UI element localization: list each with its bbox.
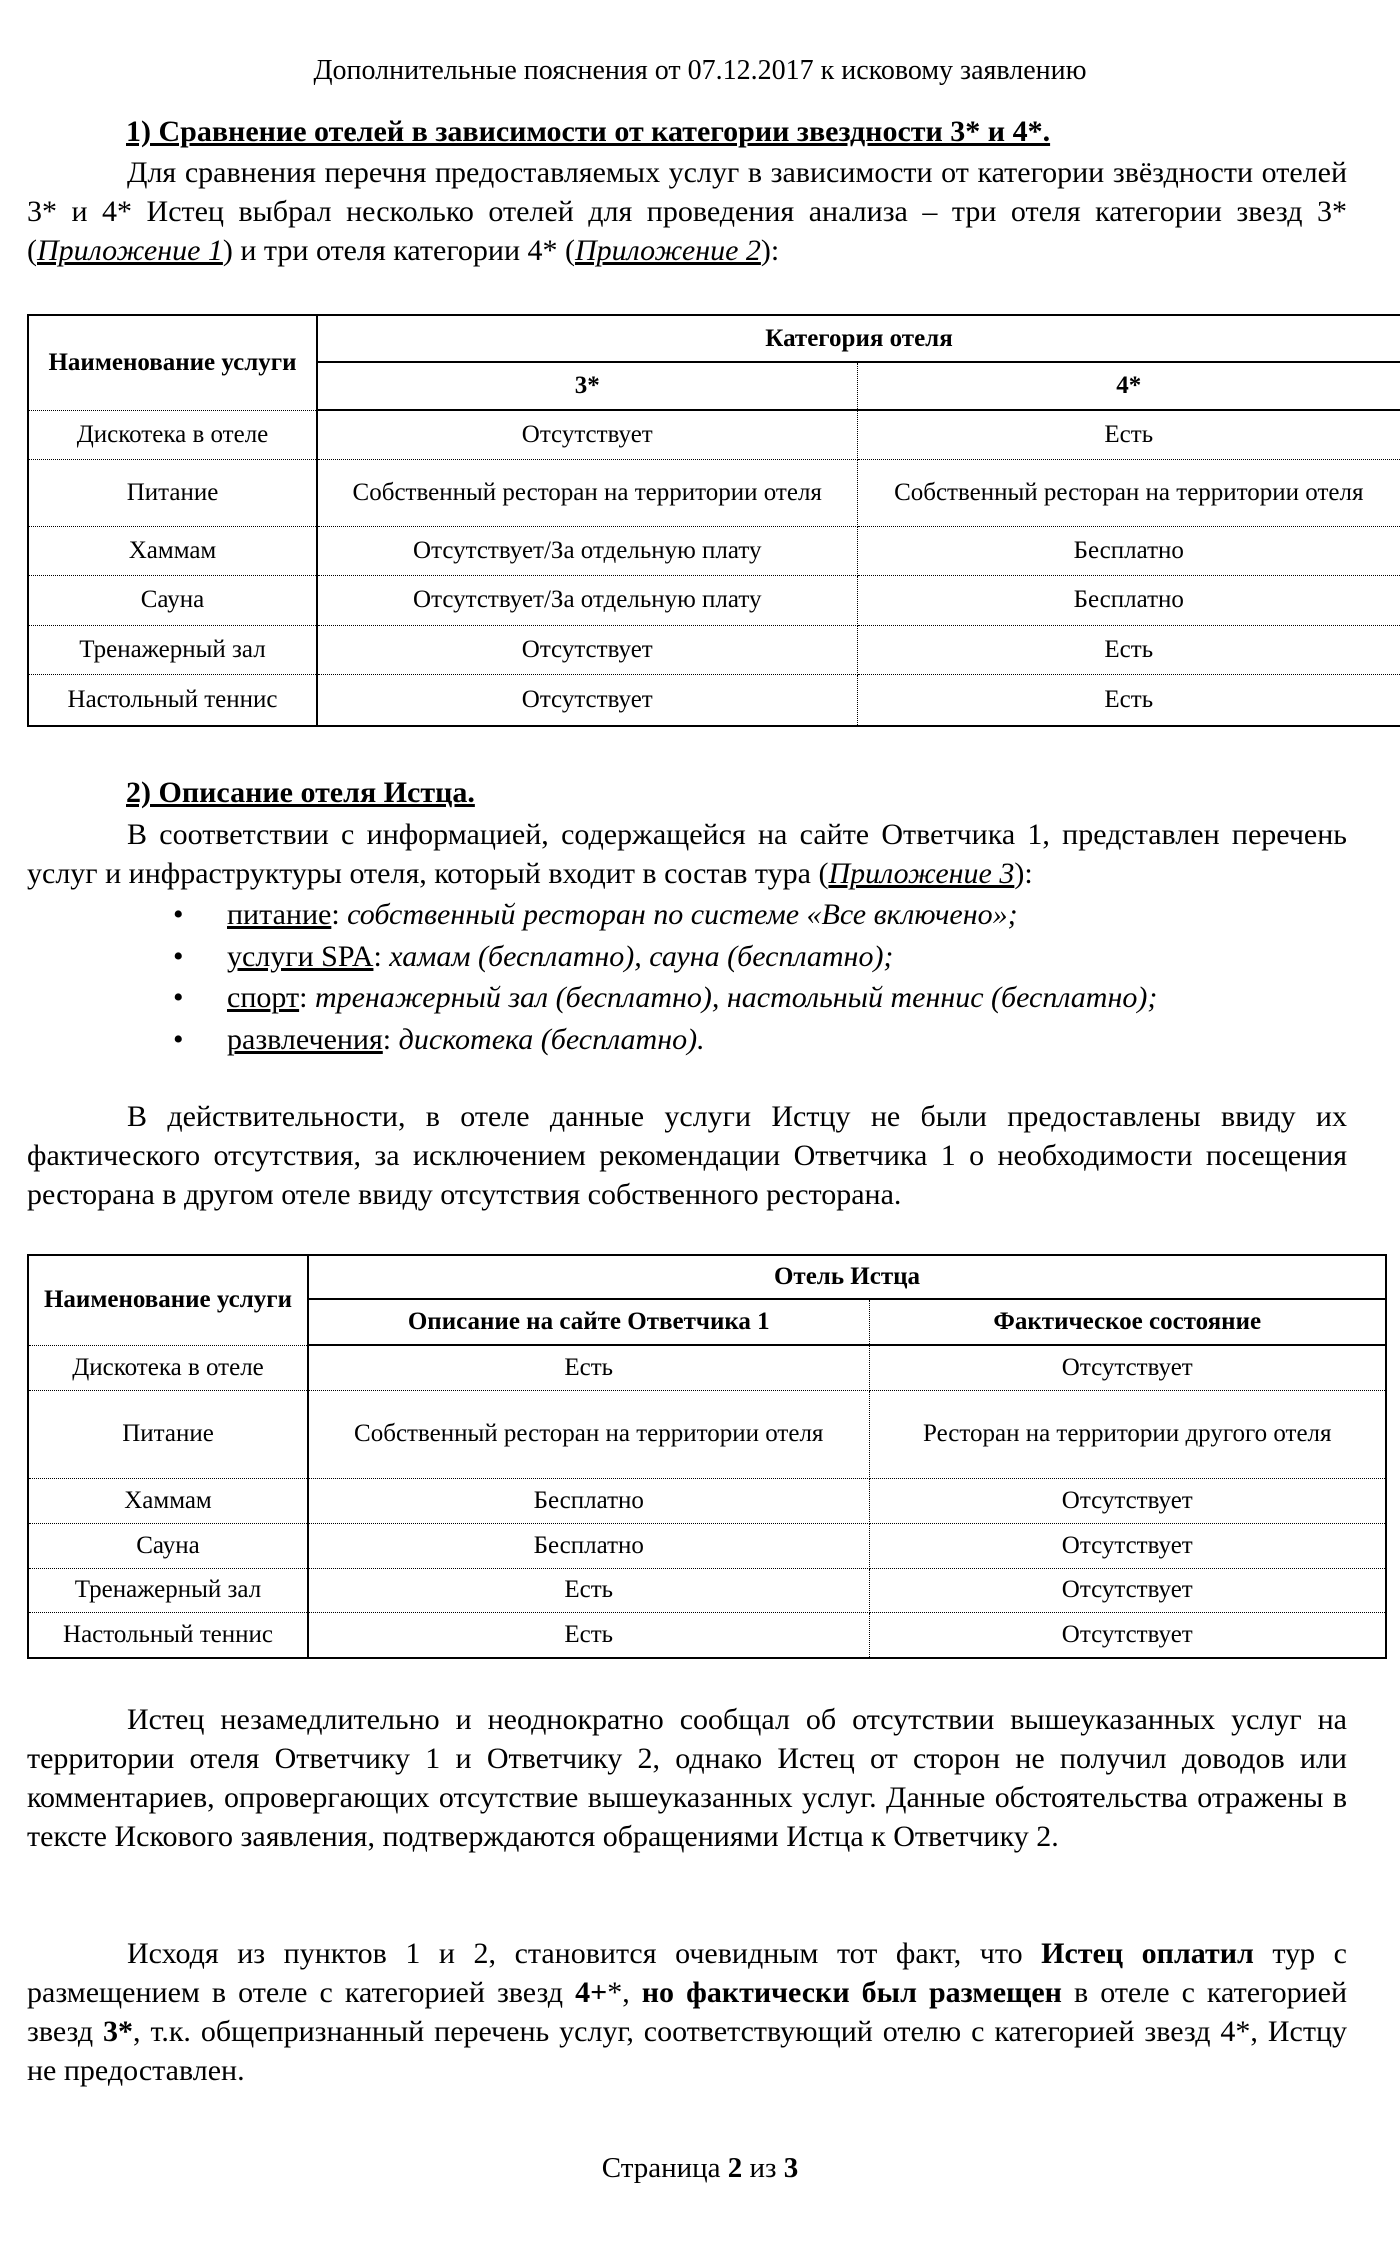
table-cell: Есть: [857, 410, 1400, 459]
hotel-services-list: [165, 894, 1157, 1060]
bullet-description: хамам (бесплатно), сауна (бесплатно);: [389, 939, 894, 973]
table2-service-header: Наименование услуги: [28, 1255, 308, 1345]
list-item: • питание: собственный ресторан по системе «Все включено»;: [165, 894, 1157, 936]
table-cell: Хаммам: [28, 1478, 308, 1523]
table1-service-header: Наименование услуги: [28, 315, 317, 410]
section2-text-a: В соответствии с информацией, содержащейся на сайте Ответчика 1, представлен перечень услуг и инфраструктуры отеля, который входит в состав тура (: [27, 818, 1347, 890]
table-cell: Отсутствует: [869, 1612, 1386, 1658]
table-cell: Есть: [308, 1612, 869, 1658]
table-cell: Бесплатно: [857, 526, 1400, 575]
section2-text-b: ):: [1014, 857, 1033, 890]
paragraph-4: [27, 1934, 1347, 2090]
table-cell: Хаммам: [28, 526, 317, 575]
table-cell: Отсутствует/За отдельную плату: [317, 526, 857, 575]
bullet-category: развлечения: [227, 1022, 383, 1056]
table-cell: Ресторан на территории другого отеля: [869, 1390, 1386, 1478]
section1-text-b: ) и три отеля категории 4* (: [222, 234, 576, 267]
table-cell: Отсутствует: [869, 1345, 1386, 1390]
document-header: Дополнительные пояснения от 07.12.2017 к исковому заявлению: [313, 55, 1087, 86]
table-cell: Сауна: [28, 1523, 308, 1568]
para4-bold: но фактически был размещен: [641, 1976, 1062, 2009]
section1-title: 1) Сравнение отелей в зависимости от категории звездности 3* и 4*.: [126, 115, 1051, 148]
section2-title: 2) Описание отеля Истца.: [126, 776, 475, 809]
table-cell: Сауна: [28, 575, 317, 625]
table-cell: Есть: [857, 674, 1400, 726]
table-cell: Питание: [28, 1390, 308, 1478]
appendix2-reference: Приложение 2: [575, 234, 761, 267]
para4-text: в отеле с категорией звезд: [27, 1976, 1348, 2048]
table-cell: Собственный ресторан на территории отеля: [317, 459, 857, 526]
total-pages: 3: [783, 2152, 799, 2184]
page-of: из: [742, 2152, 784, 2184]
table1-col-b-header: 4*: [857, 362, 1400, 410]
table-cell: Тренажерный зал: [28, 625, 317, 674]
table1-group-header: Категория отеля: [317, 315, 1400, 362]
table-cell: Дискотека в отеле: [28, 1345, 308, 1390]
table-cell: Отсутствует: [869, 1568, 1386, 1612]
table-cell: Есть: [308, 1345, 869, 1390]
para4-bold: 3*: [103, 2015, 134, 2048]
table2-col-b-header: Фактическое состояние: [869, 1299, 1386, 1345]
table-cell: Дискотека в отеле: [28, 410, 317, 459]
bullet-description: собственный ресторан по системе «Все включено»;: [347, 898, 1018, 931]
table-cell: Тренажерный зал: [28, 1568, 308, 1612]
table-cell: Бесплатно: [308, 1478, 869, 1523]
table-cell: Отсутствует: [869, 1523, 1386, 1568]
page-number: [0, 2152, 1400, 2185]
appendix1-reference: Приложение 1: [37, 234, 223, 267]
hotel-comparison-table: [27, 1254, 1387, 1659]
paragraph-3: Истец незамедлительно и неоднократно сообщал об отсутствии вышеуказанных услуг на территории отеля Ответчику 1 и Ответчику 2, однако Истец от сторон не получил доводов или комментариев, опровергающих отсутствие вышеуказанных услуг. Данные обстоятельства отражены в тексте Искового заявления, подтверждаются обращениями Истца к Ответчику 2.: [27, 1703, 1347, 1853]
table-cell: Собственный ресторан на территории отеля: [857, 459, 1400, 526]
list-item: • услуги SPA: хамам (бесплатно), сауна (бесплатно);: [165, 936, 1157, 978]
list-item: • спорт: тренажерный зал (бесплатно), настольный теннис (бесплатно);: [165, 977, 1157, 1019]
section2-paragraph: [27, 815, 1347, 893]
section1-text-c: ):: [760, 234, 780, 267]
table-cell: Есть: [857, 625, 1400, 674]
table-cell: Отсутствует: [317, 674, 857, 726]
appendix3-reference: Приложение 3: [828, 857, 1015, 890]
section2-paragraph-2: В действительности, в отеле данные услуги Истцу не были предоставлены ввиду их фактического отсутствия, за исключением рекомендации Ответчика 1 о необходимости посещения ресторана в другом отеле ввиду отсутствия собственного ресторана.: [27, 1100, 1347, 1211]
table-cell: Отсутствует/За отдельную плату: [317, 575, 857, 625]
para4-text: Исходя из пунктов 1 и 2, становится очевидным тот факт, что: [127, 1937, 1042, 1970]
section1-text-a: Для сравнения перечня предоставляемых услуг в зависимости от категории звёздности отелей 3* и 4* Истец выбрал несколько отелей для проведения анализа – три отеля категории звезд 3* (: [27, 156, 1347, 267]
list-item: • развлечения: дискотека (бесплатно).: [165, 1019, 1157, 1061]
table-cell: Отсутствует: [317, 625, 857, 674]
table-cell: Бесплатно: [308, 1523, 869, 1568]
para4-text: , т.к. общепризнанный перечень услуг, соответствующий отелю с категорией звезд 4*, Истцу не предоставлен.: [27, 2015, 1347, 2087]
table-cell: Бесплатно: [857, 575, 1400, 625]
table-cell: Настольный теннис: [28, 1612, 308, 1658]
bullet-category: спорт: [227, 981, 300, 1014]
bullet-category: услуги SPA: [227, 939, 374, 973]
table-cell: Питание: [28, 459, 317, 526]
para4-bold: 4+: [575, 1976, 608, 2009]
table2-col-a-header: Описание на сайте Ответчика 1: [308, 1299, 869, 1345]
para4-text: *,: [607, 1976, 642, 2009]
section1-paragraph: [27, 153, 1347, 270]
para4-text: тур с размещением в отеле с категорией звезд: [27, 1937, 1347, 2009]
hotel-category-table: [27, 314, 1400, 727]
table-cell: Настольный теннис: [28, 674, 317, 726]
table-cell: Отсутствует: [317, 410, 857, 459]
bullet-description: дискотека (бесплатно).: [398, 1022, 705, 1056]
para4-bold: Истец оплатил: [1041, 1937, 1254, 1970]
table1-col-a-header: 3*: [317, 362, 857, 410]
table-cell: Отсутствует: [869, 1478, 1386, 1523]
current-page: 2: [727, 2152, 743, 2184]
table-cell: Есть: [308, 1568, 869, 1612]
bullet-category: питание: [227, 898, 332, 931]
bullet-description: тренажерный зал (бесплатно), настольный теннис (бесплатно);: [314, 981, 1158, 1014]
page-label: Страница: [601, 2152, 728, 2184]
table-cell: Собственный ресторан на территории отеля: [308, 1390, 869, 1478]
table2-group-header: Отель Истца: [308, 1255, 1386, 1299]
